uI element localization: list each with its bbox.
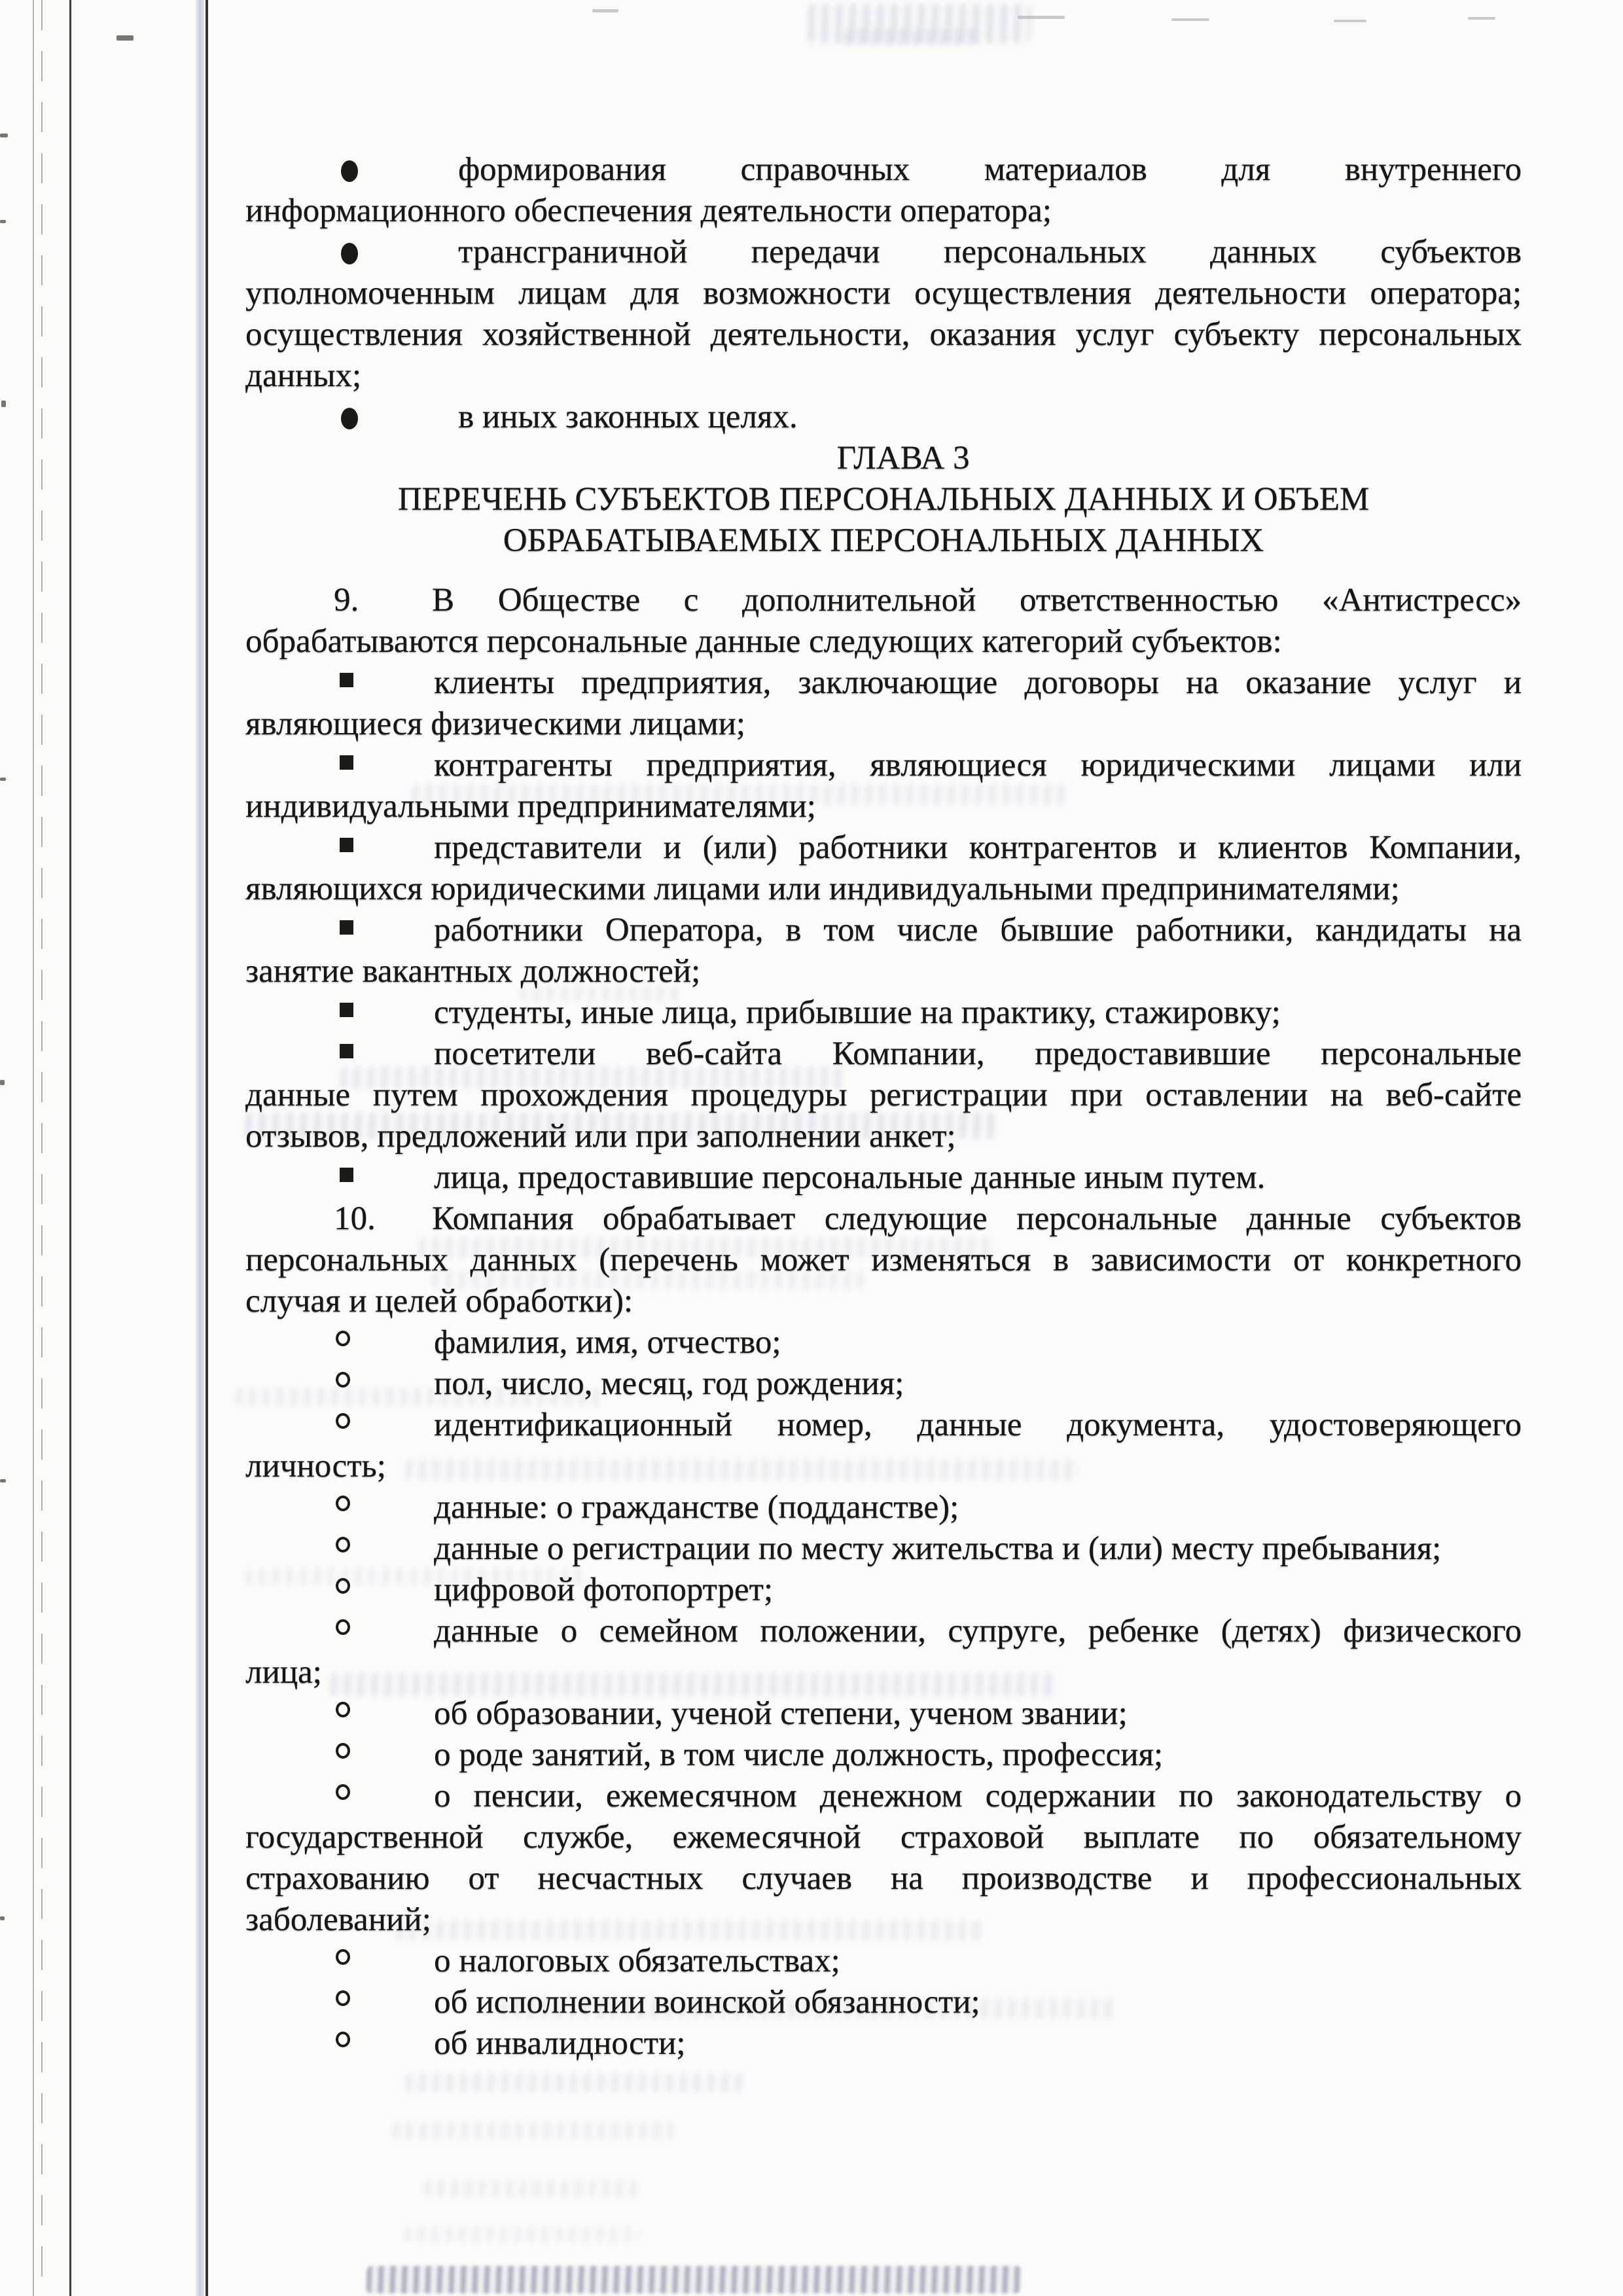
paragraph-circle	[245, 1693, 1522, 1734]
text-line	[245, 1858, 1522, 1899]
line-text: клиенты предприятия, заключающие договоры на оказание услуг и	[434, 664, 1522, 701]
scan-speck	[0, 1916, 5, 1920]
text-line	[245, 149, 1522, 190]
circle-bullet-icon	[336, 1372, 350, 1388]
square-bullet-icon	[340, 920, 353, 935]
text-line	[245, 704, 1522, 745]
text-line	[245, 190, 1522, 232]
text-line	[245, 1446, 1522, 1487]
bleedthrough-artifact	[844, 29, 982, 46]
bleedthrough-artifact	[366, 2266, 1021, 2293]
scan-dash	[1018, 16, 1065, 19]
text-line	[245, 786, 1522, 827]
bullet-icon	[341, 160, 358, 182]
text-line	[245, 1075, 1522, 1116]
bleedthrough-artifact	[424, 2181, 641, 2197]
text-line	[245, 273, 1522, 314]
line-text: ГЛАВА 3	[836, 440, 970, 476]
paragraph-circle	[245, 1734, 1522, 1776]
text-line	[245, 1487, 1522, 1528]
text-line	[245, 314, 1522, 355]
text-line	[245, 355, 1522, 397]
square-bullet-icon	[340, 1044, 353, 1058]
line-text: об инвалидности;	[434, 2025, 686, 2062]
text-line	[245, 910, 1522, 951]
line-text: данные о семейном положении, супруге, ребенке (детях) физического	[434, 1613, 1522, 1649]
paragraph-square	[245, 827, 1522, 910]
line-text: осуществления хозяйственной деятельности, оказания услуг субъекту персональных	[245, 316, 1522, 353]
scan-edge-line-dashed	[41, 0, 43, 2296]
line-text: случая и целей обработки):	[245, 1283, 633, 1319]
circle-bullet-icon	[336, 1496, 350, 1511]
line-text: посетители веб-сайта Компании, предоставившие персональные	[434, 1035, 1522, 1072]
line-text: работники Оператора, в том числе бывшие работники, кандидаты на	[434, 912, 1522, 948]
line-text: страхованию от несчастных случаев на производстве и профессиональных	[245, 1860, 1522, 1897]
text-line	[245, 1363, 1522, 1405]
bullet-icon	[341, 243, 358, 264]
line-text: обрабатываются персональные данные следующих категорий субъектов:	[245, 623, 1282, 660]
line-text: являющихся юридическими лицами или индивидуальными предпринимателями;	[245, 870, 1400, 907]
page-fold-band	[196, 0, 204, 2296]
scan-speck	[116, 35, 134, 41]
text-line	[245, 745, 1522, 786]
paragraph-heading	[245, 438, 1522, 479]
paragraph-heading	[245, 479, 1522, 562]
text-line	[245, 232, 1522, 273]
circle-bullet-icon	[336, 1578, 350, 1594]
text-line	[245, 1198, 1522, 1240]
line-text: отзывов, предложений или при заполнении анкет;	[245, 1118, 956, 1155]
text-line	[245, 1982, 1522, 2023]
paragraph-round	[245, 149, 1522, 232]
line-text: данные: о гражданстве (подданстве);	[434, 1489, 959, 1526]
bleedthrough-artifact	[404, 2227, 641, 2242]
scan-speck	[0, 778, 6, 781]
text-line	[245, 1570, 1522, 1611]
circle-bullet-icon	[336, 1331, 350, 1346]
text-line	[245, 827, 1522, 869]
text-line	[245, 438, 1522, 479]
paragraph-square	[245, 992, 1522, 1033]
line-text: идентификационный номер, данные документа, удостоверяющего	[434, 1407, 1522, 1443]
text-line	[245, 2023, 1522, 2064]
text-line	[245, 1611, 1522, 1652]
scan-dash	[1334, 20, 1366, 22]
text-line	[245, 621, 1522, 662]
line-text: о налоговых обязательствах;	[434, 1943, 840, 1979]
line-text: лица;	[245, 1654, 322, 1691]
paragraph-circle	[245, 1982, 1522, 2023]
list-number: 9.	[334, 582, 359, 619]
line-text: являющиеся физическими лицами;	[245, 706, 745, 742]
paragraph-square	[245, 910, 1522, 992]
paragraph-circle	[245, 1570, 1522, 1611]
line-text: данные о регистрации по месту жительства и (или) месту пребывания;	[434, 1530, 1442, 1567]
square-bullet-icon	[340, 1003, 353, 1017]
text-line	[245, 1116, 1522, 1157]
paragraph-circle	[245, 1405, 1522, 1487]
line-text: заболеваний;	[245, 1901, 431, 1938]
line-text: данные путем прохождения процедуры регистрации при оставлении на веб-сайте	[245, 1077, 1522, 1113]
text-line	[245, 1033, 1522, 1075]
paragraph-square	[245, 1157, 1522, 1198]
text-line	[245, 397, 1522, 438]
text-line	[245, 992, 1522, 1033]
scan-speck	[0, 1080, 5, 1085]
circle-bullet-icon	[336, 1784, 350, 1800]
text-line	[245, 520, 1522, 562]
circle-bullet-icon	[336, 1619, 350, 1635]
scan-edge-line-outer	[33, 0, 34, 2296]
square-bullet-icon	[340, 1168, 353, 1182]
circle-bullet-icon	[336, 1949, 350, 1965]
text-line	[245, 1652, 1522, 1693]
line-text: контрагенты предприятия, являющиеся юридическими лицами или	[434, 747, 1522, 783]
line-text: фамилия, имя, отчество;	[434, 1324, 781, 1361]
text-line	[245, 869, 1522, 910]
line-text: ОБРАБАТЫВАЕМЫХ ПЕРСОНАЛЬНЫХ ДАННЫХ	[503, 522, 1264, 559]
text-line	[245, 951, 1522, 992]
paragraph-round	[245, 397, 1522, 438]
text-line	[245, 1281, 1522, 1322]
text-line	[245, 1693, 1522, 1734]
bleedthrough-artifact	[406, 2073, 747, 2092]
line-text: персональных данных (перечень может изменяться в зависимости от конкретного	[245, 1242, 1522, 1278]
paragraph-numbered	[245, 1198, 1522, 1322]
line-text: информационного обеспечения деятельности оператора;	[245, 192, 1052, 229]
text-line	[245, 1899, 1522, 1941]
circle-bullet-icon	[336, 2032, 350, 2047]
text-line	[245, 1240, 1522, 1281]
line-text: уполномоченным лицам для возможности осуществления деятельности оператора;	[245, 275, 1522, 312]
circle-bullet-icon	[336, 1702, 350, 1717]
scan-speck	[0, 134, 8, 137]
square-bullet-icon	[340, 673, 353, 687]
text-line	[245, 580, 1522, 621]
scan-dash	[592, 9, 618, 12]
page-edge-line	[205, 0, 208, 2296]
line-text: о пенсии, ежемесячном денежном содержании по законодательству о	[434, 1778, 1522, 1814]
line-text: ПЕРЕЧЕНЬ СУБЪЕКТОВ ПЕРСОНАЛЬНЫХ ДАННЫХ И ОБЪЕМ	[397, 481, 1370, 518]
text-line	[245, 1405, 1522, 1446]
document-text-block	[245, 149, 1522, 2064]
scan-speck	[0, 220, 6, 223]
line-text: данных;	[245, 357, 362, 394]
text-line	[245, 1157, 1522, 1198]
paragraph-circle	[245, 1528, 1522, 1570]
line-text: личность;	[245, 1448, 386, 1484]
scan-edge-line-dark	[69, 0, 71, 2296]
paragraph-square	[245, 745, 1522, 827]
line-text: занятие вакантных должностей;	[245, 953, 701, 990]
bullet-icon	[341, 408, 358, 429]
paragraph-square	[245, 662, 1522, 745]
list-number: 10.	[334, 1200, 376, 1237]
line-text: об исполнении воинской обязанности;	[434, 1984, 980, 2020]
text-line	[245, 662, 1522, 704]
paragraph-circle	[245, 1776, 1522, 1941]
paragraph-circle	[245, 1611, 1522, 1693]
line-text: об образовании, ученой степени, ученом звании;	[434, 1695, 1128, 1732]
scan-speck	[1, 401, 6, 407]
scan-dash	[1468, 17, 1495, 20]
paragraph-square	[245, 1033, 1522, 1157]
text-line	[245, 1776, 1522, 1817]
line-text: лица, предоставившие персональные данные иным путем.	[434, 1159, 1266, 1196]
heading-spacer	[245, 562, 1522, 580]
paragraph-numbered	[245, 580, 1522, 662]
line-text: пол, число, месяц, год рождения;	[434, 1365, 904, 1402]
line-text: в иных законных целях.	[458, 399, 798, 435]
line-text: представители и (или) работники контрагентов и клиентов Компании,	[434, 829, 1522, 866]
bleedthrough-artifact	[393, 2122, 675, 2139]
line-text: формирования справочных материалов для внутреннего	[458, 151, 1522, 188]
scan-dash	[1171, 18, 1209, 21]
line-text: государственной службе, ежемесячной страховой выплате по обязательному	[245, 1819, 1522, 1856]
text-line	[245, 479, 1522, 520]
line-text: индивидуальными предпринимателями;	[245, 788, 816, 825]
paragraph-circle	[245, 1363, 1522, 1405]
line-text: Компания обрабатывает следующие персональные данные субъектов	[432, 1200, 1522, 1237]
scan-speck	[0, 1479, 6, 1482]
square-bullet-icon	[340, 755, 353, 770]
paragraph-circle	[245, 1487, 1522, 1528]
circle-bullet-icon	[336, 1743, 350, 1759]
line-text: трансграничной передачи персональных данных субъектов	[458, 234, 1522, 270]
line-text: В Обществе с дополнительной ответственностью «Антистресс»	[432, 582, 1522, 619]
text-line	[245, 1528, 1522, 1570]
line-text: о роде занятий, в том числе должность, профессия;	[434, 1736, 1164, 1773]
paragraph-circle	[245, 1322, 1522, 1363]
paragraph-circle	[245, 1941, 1522, 1982]
circle-bullet-icon	[336, 1537, 350, 1552]
paragraph-circle	[245, 2023, 1522, 2064]
line-text: цифровой фотопортрет;	[434, 1571, 774, 1608]
paragraph-round	[245, 232, 1522, 397]
text-line	[245, 1941, 1522, 1982]
text-line	[245, 1734, 1522, 1776]
text-line	[245, 1322, 1522, 1363]
circle-bullet-icon	[336, 1413, 350, 1429]
square-bullet-icon	[340, 838, 353, 852]
text-line	[245, 1817, 1522, 1858]
circle-bullet-icon	[336, 1990, 350, 2006]
line-text: студенты, иные лица, прибывшие на практику, стажировку;	[434, 994, 1281, 1031]
